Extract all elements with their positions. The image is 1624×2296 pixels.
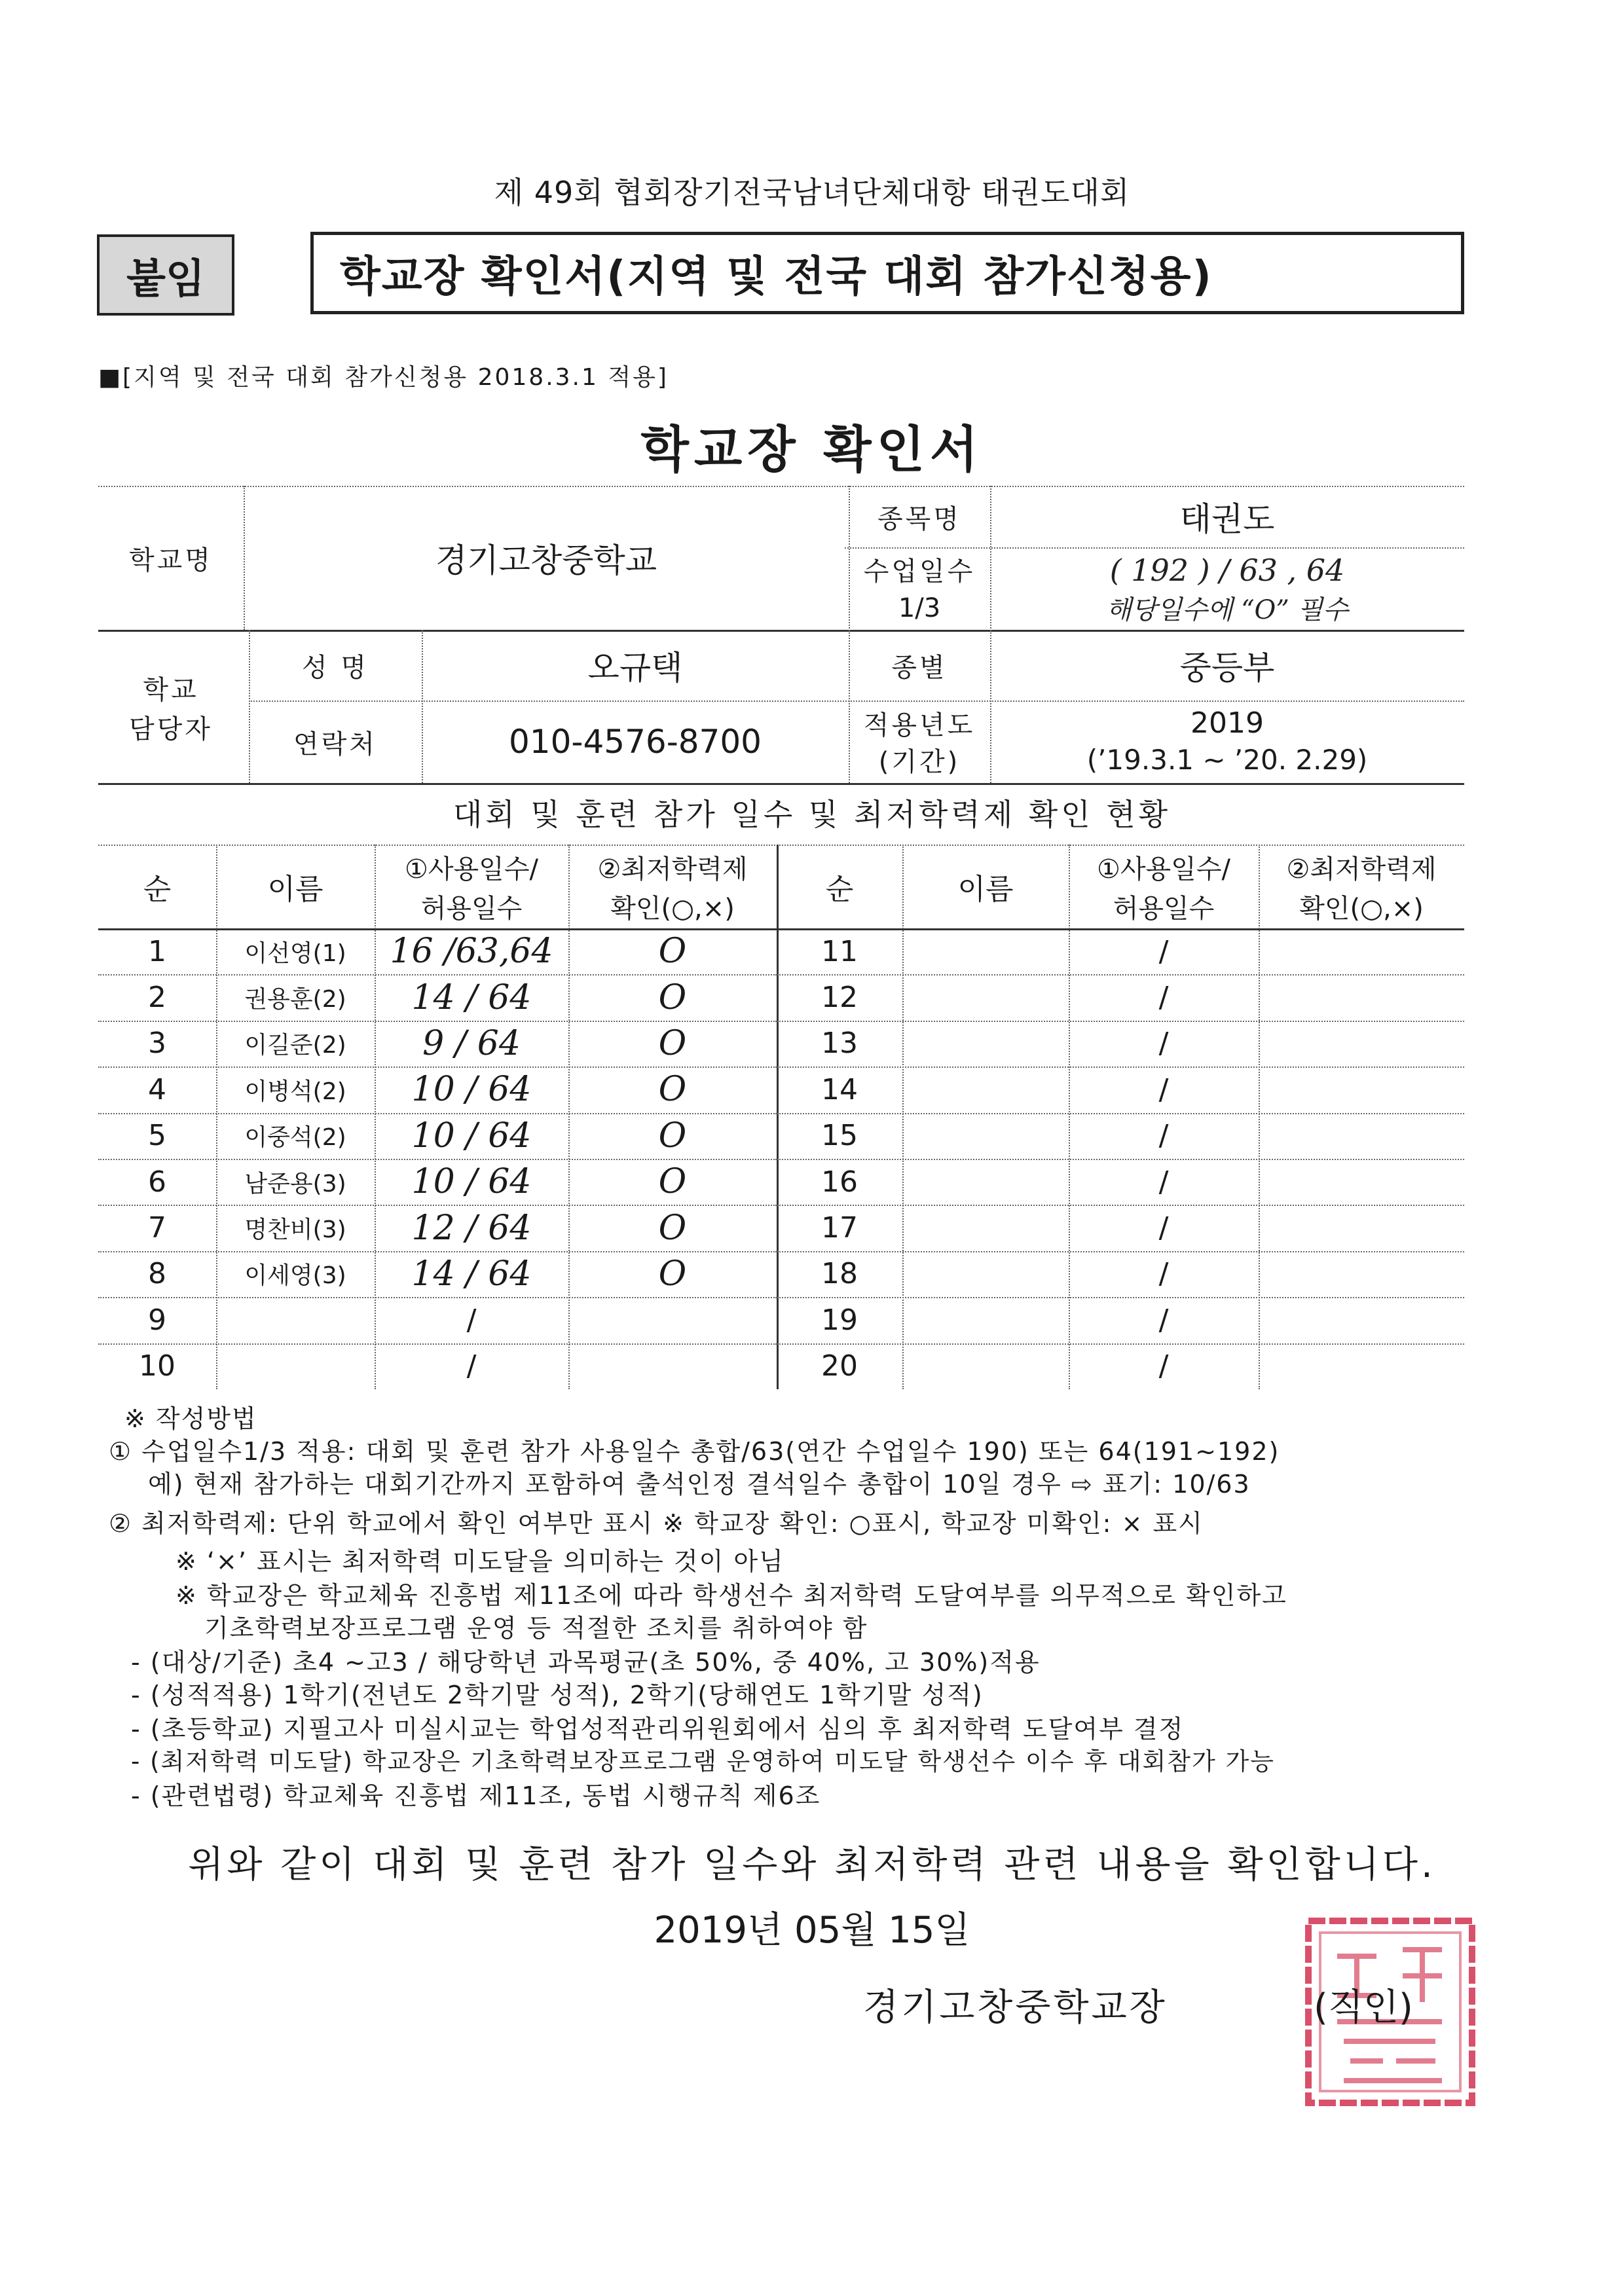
header-days-2-right: 허용일수 xyxy=(1113,893,1215,924)
contact-person-label-2: 담당자 xyxy=(129,714,213,744)
student-name xyxy=(216,1297,375,1343)
min-achievement-check xyxy=(1259,1066,1464,1112)
note-line: - (관련법령) 학교체육 진흥법 제11조, 동법 시행규칙 제6조 xyxy=(131,1781,821,1810)
student-name xyxy=(902,1066,1069,1112)
note-line: - (대상/기준) 초4 ~고3 / 해당학년 과목평균(초 50%, 중 40%, 고 30%)적용 xyxy=(131,1648,1041,1677)
min-achievement-check: O xyxy=(658,1254,687,1294)
contest-title: 제 49회 협회장기전국남녀단체대항 태권도대회 xyxy=(494,175,1130,210)
row-number: 10 xyxy=(139,1349,175,1383)
student-name xyxy=(902,928,1069,974)
school-name-value: 경기고창중학교 xyxy=(435,541,657,579)
min-achievement-check: O xyxy=(658,932,687,972)
days-used: / xyxy=(1158,1165,1169,1199)
class-days-value: ( 192 ) / 63 , 64 xyxy=(1109,553,1345,588)
header-days-2-left: 허용일수 xyxy=(420,893,523,924)
header-title: 학교장 확인서(지역 및 전국 대회 참가신청용) xyxy=(340,253,1213,301)
row-number: 15 xyxy=(821,1119,858,1153)
header-min-1-left: ②최저학력제 xyxy=(597,854,748,884)
note-line: - (초등학교) 지필고사 미실시교는 학업성적관리위원회에서 심의 후 최저학력 도달여부 결정 xyxy=(131,1715,1185,1743)
confirmation-statement: 위와 같이 대회 및 훈련 참가 일수와 최저학력 관련 내용을 확인합니다. xyxy=(188,1844,1436,1886)
event-label: 종목명 xyxy=(877,503,961,534)
student-name xyxy=(902,974,1069,1020)
row-number: 3 xyxy=(148,1027,166,1061)
name-value: 오규택 xyxy=(587,649,683,687)
student-name: 명찬비(3) xyxy=(244,1216,346,1244)
header-days-1-right: ①사용일수/ xyxy=(1097,854,1230,884)
row-number: 7 xyxy=(148,1211,166,1245)
form-note: ■[지역 및 전국 대회 참가신청용 2018.3.1 적용] xyxy=(98,364,669,391)
seal-label: (직인) xyxy=(1314,1986,1413,2029)
attachment-label: 붙임 xyxy=(126,254,205,302)
row-number: 17 xyxy=(821,1211,858,1245)
row-number: 8 xyxy=(148,1257,166,1291)
days-used: / xyxy=(1158,1257,1169,1291)
row-number: 19 xyxy=(821,1303,858,1337)
days-used: / xyxy=(466,1303,477,1337)
student-name xyxy=(902,1343,1069,1389)
header-min-2-left: 확인(○,×) xyxy=(610,893,735,924)
min-achievement-check: O xyxy=(658,1162,687,1202)
document-title: 학교장 확인서 xyxy=(640,420,984,479)
min-achievement-check xyxy=(1259,1251,1464,1297)
note-line: - (최저학력 미도달) 학교장은 기초학력보장프로그램 운영하여 미도달 학생선수 이수 후 대회참가 가능 xyxy=(131,1747,1276,1776)
row-number: 20 xyxy=(821,1349,858,1383)
days-used: / xyxy=(1158,1303,1169,1337)
header-days-1-left: ①사용일수/ xyxy=(405,854,538,884)
name-label: 성 명 xyxy=(302,652,369,683)
student-name xyxy=(902,1251,1069,1297)
row-number: 9 xyxy=(148,1303,166,1337)
header-name-right: 이름 xyxy=(957,873,1014,906)
student-name: 이중석(2) xyxy=(244,1124,346,1152)
min-achievement-check xyxy=(1259,1113,1464,1159)
days-used: 10 / 64 xyxy=(411,1116,532,1156)
min-achievement-check: O xyxy=(658,1116,687,1156)
header-min-1-right: ②최저학력제 xyxy=(1286,854,1437,884)
min-achievement-check xyxy=(1259,1021,1464,1066)
student-name: 남준용(3) xyxy=(244,1170,346,1197)
days-used: / xyxy=(1158,934,1169,968)
days-used: 10 / 64 xyxy=(411,1070,532,1110)
days-used: / xyxy=(466,1349,477,1383)
note-line: - (성적적용) 1학기(전년도 2학기말 성적), 2학기(당해연도 1학기말 성적) xyxy=(131,1681,984,1709)
header-no-right: 순 xyxy=(825,873,854,906)
student-name xyxy=(902,1021,1069,1066)
header-min-2-right: 확인(○,×) xyxy=(1299,893,1424,924)
row-number: 11 xyxy=(821,934,858,968)
contact-person-label-1: 학교 xyxy=(143,674,199,705)
row-number: 14 xyxy=(821,1072,858,1106)
min-achievement-check xyxy=(568,1297,777,1343)
attachment-badge xyxy=(97,234,234,316)
header-no-left: 순 xyxy=(143,873,172,906)
note-line: 기초학력보장프로그램 운영 등 적절한 조치를 취하여야 함 xyxy=(204,1614,868,1643)
header-name-left: 이름 xyxy=(267,873,323,906)
student-name xyxy=(216,1343,375,1389)
student-name xyxy=(902,1297,1069,1343)
issue-date: 2019년 05월 15일 xyxy=(654,1909,970,1952)
min-achievement-check xyxy=(1259,1343,1464,1389)
row-number: 6 xyxy=(148,1165,166,1199)
days-used: / xyxy=(1158,1072,1169,1106)
student-name: 이선영(1) xyxy=(244,939,346,967)
principal-title: 경기고창중학교장 xyxy=(863,1986,1168,2029)
days-used: / xyxy=(1158,1211,1169,1245)
phone-label: 연락처 xyxy=(293,729,377,759)
category-label: 종별 xyxy=(891,652,948,683)
min-achievement-check xyxy=(1259,1159,1464,1205)
section-subtitle: 대회 및 훈련 참가 일수 및 최저학력제 확인 현황 xyxy=(452,797,1172,832)
student-name: 권용훈(2) xyxy=(244,986,346,1013)
student-name xyxy=(902,1205,1069,1250)
min-achievement-check: O xyxy=(658,1070,687,1110)
min-achievement-check xyxy=(1259,1205,1464,1250)
days-used: / xyxy=(1158,981,1169,1015)
days-used: / xyxy=(1158,1027,1169,1061)
note-line: ※ 학교장은 학교체육 진흥법 제11조에 따라 학생선수 최저학력 도달여부를 의무적으로 확인하고 xyxy=(175,1581,1287,1610)
days-used: 14 / 64 xyxy=(411,1254,532,1294)
student-name: 이길준(2) xyxy=(244,1032,346,1059)
row-number: 2 xyxy=(148,981,166,1015)
year-label-1: 적용년도 xyxy=(863,710,976,740)
row-number: 1 xyxy=(148,934,166,968)
days-used: 10 / 64 xyxy=(411,1162,532,1202)
class-days-label: 수업일수 xyxy=(863,556,976,587)
phone-value: 010-4576-8700 xyxy=(508,723,762,761)
row-number: 4 xyxy=(148,1072,166,1106)
min-achievement-check xyxy=(1259,1297,1464,1343)
student-name xyxy=(902,1113,1069,1159)
days-used: 16 /63,64 xyxy=(390,932,553,972)
class-days-fraction: 1/3 xyxy=(898,593,941,623)
category-value: 중등부 xyxy=(1179,649,1275,687)
student-name xyxy=(902,1159,1069,1205)
min-achievement-check xyxy=(1259,928,1464,974)
row-number: 18 xyxy=(821,1257,858,1291)
min-achievement-check xyxy=(568,1343,777,1389)
min-achievement-check: O xyxy=(658,977,687,1017)
note-heading: ※ 작성방법 xyxy=(124,1404,257,1433)
year-period: (’19.3.1 ~ ’20. 2.29) xyxy=(1086,743,1368,776)
days-used: 9 / 64 xyxy=(422,1023,521,1063)
year-label-2: (기간) xyxy=(878,746,961,777)
days-used: 12 / 64 xyxy=(411,1208,532,1248)
min-achievement-check: O xyxy=(658,1023,687,1063)
row-number: 5 xyxy=(148,1119,166,1153)
student-name: 이세영(3) xyxy=(244,1262,346,1290)
row-number: 16 xyxy=(821,1165,858,1199)
min-achievement-check: O xyxy=(658,1208,687,1248)
school-name-label: 학교명 xyxy=(129,545,213,575)
note-line: ※ ‘×’ 표시는 최저학력 미도달을 의미하는 것이 아님 xyxy=(175,1547,784,1576)
note-line: 예) 현재 참가하는 대회기간까지 포함하여 출석인정 결석일수 총합이 10일 경우 ⇨ 표기: 10/63 xyxy=(148,1470,1251,1499)
info-line-bottom xyxy=(98,783,1464,785)
min-achievement-check xyxy=(1259,974,1464,1020)
student-name: 이병석(2) xyxy=(244,1078,346,1105)
row-number: 13 xyxy=(821,1027,858,1061)
note-line: ① 수업일수1/3 적용: 대회 및 훈련 참가 사용일수 총합/63(연간 수업일수 190) 또는 64(191~192) xyxy=(109,1437,1280,1466)
days-used: / xyxy=(1158,1119,1169,1153)
class-days-note: 해당일수에 “O” 필수 xyxy=(1106,594,1348,625)
header-title-box xyxy=(310,232,1464,314)
event-value: 태권도 xyxy=(1179,500,1275,538)
days-used: 14 / 64 xyxy=(411,977,532,1017)
year-value: 2019 xyxy=(1190,706,1264,740)
row-number: 12 xyxy=(821,981,858,1015)
days-used: / xyxy=(1158,1349,1169,1383)
note-line: ② 최저학력제: 단위 학교에서 확인 여부만 표시 ※ 학교장 확인: ○표시, 학교장 미확인: × 표시 xyxy=(109,1509,1204,1538)
